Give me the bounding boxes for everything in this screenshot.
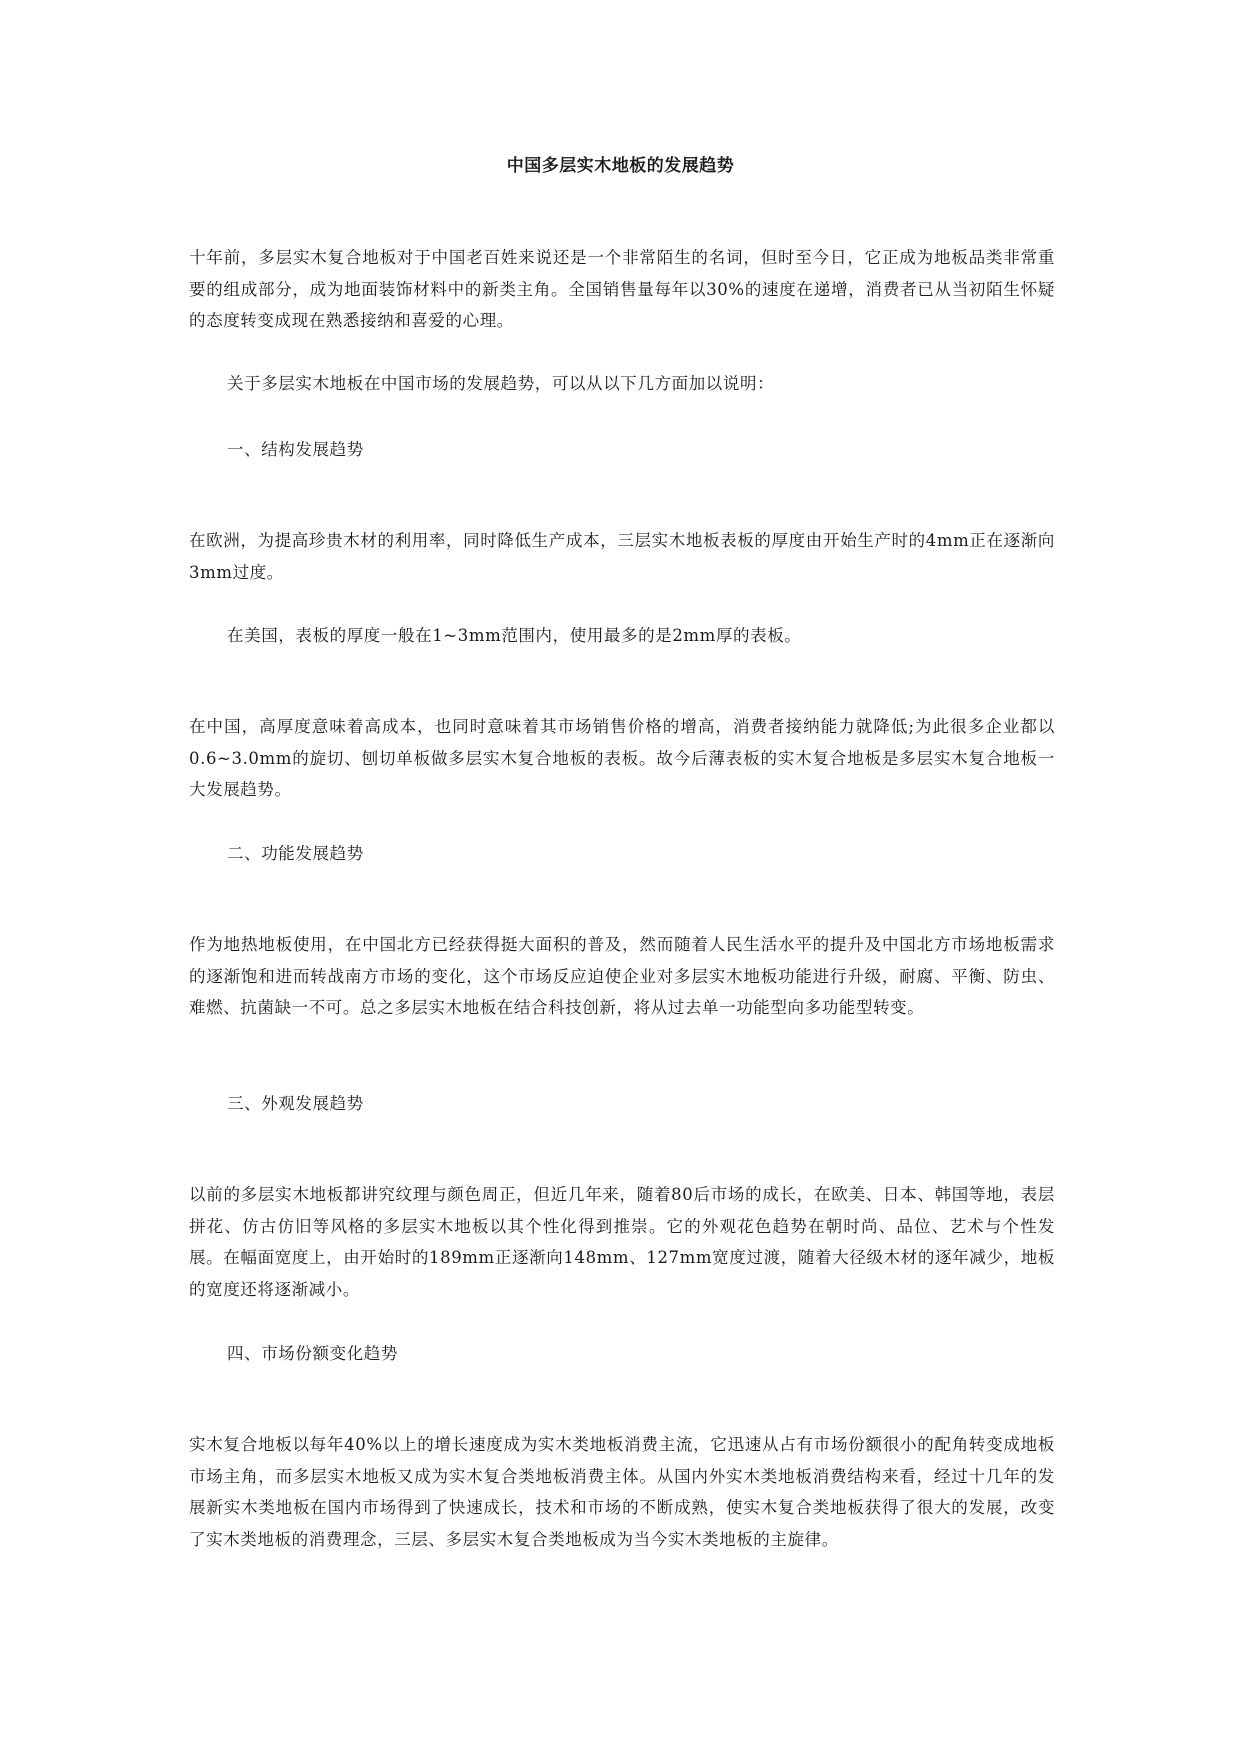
section-heading-appearance: 三、外观发展趋势 [227,1094,364,1113]
paragraph-intro: 十年前，多层实木复合地板对于中国老百姓来说还是一个非常陌生的名词，但时至今日，它正成为地板品类非常重要的组成部分，成为地面装饰材料中的新类主角。全国销售量每年以30%的速度在递增，消费者已从当初陌生怀疑的态度转变成现在熟悉接纳和喜爱的心理。 [189,248,1055,330]
paragraph-europe: 在欧洲，为提高珍贵木材的利用率，同时降低生产成本，三层实木地板表板的厚度由开始生产时的4mm正在逐渐向3mm过度。 [189,531,1055,582]
paragraph-function: 作为地热地板使用，在中国北方已经获得挺大面积的普及，然而随着人民生活水平的提升及中国北方市场地板需求的逐渐饱和进而转战南方市场的变化，这个市场反应迫使企业对多层实木地板功能进行升级，耐腐、平衡、防虫、难燃、抗菌缺一不可。总之多层实木地板在结合科技创新，将从过去单一功能型向多功能型转变。 [189,935,1055,1017]
section-heading-function: 二、功能发展趋势 [227,844,364,863]
paragraph-market-share: 实木复合地板以每年40%以上的增长速度成为实木类地板消费主流，它迅速从占有市场份额很小的配角转变成地板市场主角，而多层实木地板又成为实木复合类地板消费主体。从国内外实木类地板消费结构来看，经过十几年的发展新实木类地板在国内市场得到了快速成长，技术和市场的不断成熟，使实木复合类地板获得了很大的发展，改变了实木类地板的消费理念，三层、多层实木复合类地板成为当今实木类地板的主旋律。 [189,1435,1055,1549]
document-title: 中国多层实木地板的发展趋势 [506,156,735,176]
paragraph-usa: 在美国，表板的厚度一般在1~3mm范围内，使用最多的是2mm厚的表板。 [227,626,802,645]
section-heading-structure: 一、结构发展趋势 [227,440,364,459]
paragraph-china: 在中国，高厚度意味着高成本，也同时意味着其市场销售价格的增高，消费者接纳能力就降低;为此很多企业都以0.6~3.0mm的旋切、刨切单板做多层实木复合地板的表板。故今后薄表板的实木复合地板是多层实木复合地板一大发展趋势。 [189,717,1055,799]
section-heading-market-share: 四、市场份额变化趋势 [227,1344,398,1363]
paragraph-overview: 关于多层实木地板在中国市场的发展趋势，可以从以下几方面加以说明： [227,374,775,393]
paragraph-appearance: 以前的多层实木地板都讲究纹理与颜色周正，但近几年来，随着80后市场的成长，在欧美、日本、韩国等地，表层拼花、仿古仿旧等风格的多层实木地板以其个性化得到推崇。它的外观花色趋势在朝时尚、品位、艺术与个性发展。在幅面宽度上，由开始时的189mm正逐渐向148mm、127mm宽度过渡，随着大径级木材的逐年减少，地板的宽度还将逐渐减小。 [189,1185,1055,1299]
